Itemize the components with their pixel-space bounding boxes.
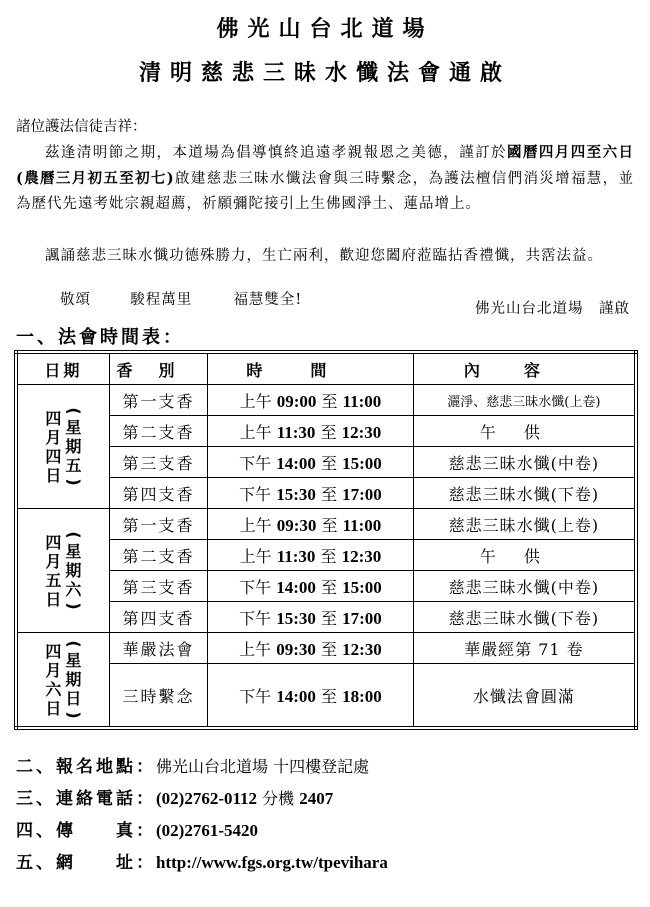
time-end: 11:00 xyxy=(342,515,382,535)
content-cell: 慈悲三昧水懺(下卷) xyxy=(413,602,636,633)
time-cell xyxy=(208,447,414,478)
table-row xyxy=(16,478,636,509)
session-cell: 第四支香 xyxy=(109,478,207,509)
time-start: 11:30 xyxy=(276,546,316,566)
time-end: 11:00 xyxy=(342,391,382,411)
time-end: 17:00 xyxy=(342,608,382,628)
time-cell xyxy=(208,385,414,416)
day-date-char: 日 xyxy=(45,465,62,485)
day-weekday-char: 星 xyxy=(65,418,82,437)
time-start: 15:30 xyxy=(276,608,316,628)
time-ampm: 下午 xyxy=(239,453,272,473)
website-line xyxy=(16,848,388,873)
phone-label: 三、連絡電話： xyxy=(16,789,156,809)
header-content: 內容 xyxy=(413,352,636,385)
day-weekday-char: 星 xyxy=(65,651,82,670)
fax-value: (02)2761-5420 xyxy=(156,821,258,840)
closing-wish-2: 福慧雙全! xyxy=(233,291,303,308)
day-weekday-char: 五 xyxy=(65,456,82,475)
day-weekday-char: 日 xyxy=(65,689,82,708)
time-to: 至 xyxy=(320,453,337,473)
close-paren: ) xyxy=(64,602,84,610)
session-cell: 第四支香 xyxy=(109,602,207,633)
website-link[interactable]: http://www.fgs.org.tw/tpevihara xyxy=(156,853,388,872)
registration-line xyxy=(16,752,369,777)
letter-paragraph-1 xyxy=(16,140,634,217)
day-date-char: 月 xyxy=(45,551,62,571)
letter-paragraph-1-end: 啟建慈悲三昧水懺法會與三時繫念，為護法檀信們消災增福慧，並為歷代先遠考妣宗親超薦，祈願彌陀接引上生佛國淨土、蓮品增上。 xyxy=(16,170,634,212)
time-end: 12:30 xyxy=(341,422,382,442)
table-row xyxy=(16,633,636,664)
day-date-char: 五 xyxy=(45,570,62,590)
session-cell: 第一支香 xyxy=(109,509,207,540)
day-date-char: 四 xyxy=(45,408,62,428)
day-date-char: 月 xyxy=(45,660,62,680)
time-start: 14:00 xyxy=(276,686,316,706)
table-row xyxy=(16,571,636,602)
time-ampm: 下午 xyxy=(239,686,272,706)
time-to: 至 xyxy=(320,686,337,706)
time-to: 至 xyxy=(320,484,337,504)
content-cell: 慈悲三昧水懺(上卷) xyxy=(413,509,636,540)
day-date-char: 六 xyxy=(45,679,62,699)
page-subtitle: 清明慈悲三昧水懺法會通啟 xyxy=(138,61,511,86)
time-start: 09:30 xyxy=(276,639,316,659)
day-weekday-char: 期 xyxy=(65,670,82,689)
time-start: 14:00 xyxy=(276,577,316,597)
event-dates: 國曆四月四至六日(農曆三月初五至初七) xyxy=(16,143,634,187)
fax-line xyxy=(16,816,258,841)
day-weekday-char: 六 xyxy=(65,580,82,599)
day-date-char: 四 xyxy=(45,641,62,661)
time-cell xyxy=(208,540,414,571)
content-cell: 慈悲三昧水懺(中卷) xyxy=(413,447,636,478)
schedule-table xyxy=(14,350,638,730)
day-date-char: 月 xyxy=(45,427,62,447)
time-to: 至 xyxy=(320,546,337,566)
session-cell: 第三支香 xyxy=(109,571,207,602)
time-ampm: 上午 xyxy=(239,422,272,442)
time-ampm: 上午 xyxy=(239,639,272,659)
content-cell: 灑淨、慈悲三昧水懺(上卷) xyxy=(413,385,636,416)
time-ampm: 下午 xyxy=(239,484,272,504)
day-weekday-char: 期 xyxy=(65,561,82,580)
time-end: 15:00 xyxy=(342,577,382,597)
session-cell: 第一支香 xyxy=(109,385,207,416)
time-ampm: 上午 xyxy=(239,391,272,411)
open-paren: ( xyxy=(64,531,84,539)
time-to: 至 xyxy=(320,639,337,659)
day-weekday-char: 期 xyxy=(65,437,82,456)
fax-label: 四、傳 真： xyxy=(16,821,156,841)
letter-greeting: 諸位護法信徒吉祥： xyxy=(16,118,147,135)
time-cell xyxy=(208,416,414,447)
time-ampm: 上午 xyxy=(239,546,272,566)
close-paren: ) xyxy=(64,711,84,719)
phone-line xyxy=(16,784,333,809)
registration-value: 佛光山台北道場 十四樓登記處 xyxy=(156,757,370,776)
phone-ext: 2407 xyxy=(299,789,334,808)
open-paren: ( xyxy=(64,640,84,648)
time-end: 12:30 xyxy=(341,546,382,566)
day-date-char: 四 xyxy=(45,446,62,466)
time-cell xyxy=(208,509,414,540)
close-paren: ) xyxy=(64,478,84,486)
time-cell xyxy=(208,602,414,633)
session-cell: 第三支香 xyxy=(109,447,207,478)
time-to: 至 xyxy=(321,391,338,411)
open-paren: ( xyxy=(64,407,84,415)
header-date: 日期 xyxy=(16,352,109,385)
time-to: 至 xyxy=(320,577,337,597)
closing-respect: 敬頌 xyxy=(60,291,91,308)
schedule-body xyxy=(16,385,636,729)
header-session: 香別 xyxy=(109,352,207,385)
time-ampm: 下午 xyxy=(239,608,272,628)
content-cell: 華嚴經第 71 卷 xyxy=(413,633,636,664)
table-row xyxy=(16,416,636,447)
time-to: 至 xyxy=(321,515,338,535)
time-cell xyxy=(208,633,414,664)
page-title: 佛光山台北道場 xyxy=(216,17,434,42)
day-cell xyxy=(16,509,109,633)
table-row xyxy=(16,664,636,729)
time-start: 14:00 xyxy=(276,453,316,473)
time-ampm: 上午 xyxy=(239,515,272,535)
phone-ext-label: 分機 xyxy=(262,789,295,808)
time-to: 至 xyxy=(320,608,337,628)
time-end: 17:00 xyxy=(342,484,382,504)
website-label: 五、網 址： xyxy=(16,853,156,873)
day-cell xyxy=(16,385,109,509)
closing-wish-1: 駿程萬里 xyxy=(130,291,193,308)
time-end: 15:00 xyxy=(342,453,382,473)
content-cell: 慈悲三昧水懺(下卷) xyxy=(413,478,636,509)
letter-paragraph-1-start: 茲逢清明節之期，本道場為倡導慎終追遠孝親報恩之美德，謹訂於 xyxy=(45,144,507,161)
time-cell xyxy=(208,664,414,729)
letter-paragraph-2: 諷誦慈悲三昧水懺功德殊勝力，生亡兩利，歡迎您闔府蒞臨拈香禮懺，共霑法益。 xyxy=(45,247,603,264)
letter-signature: 佛光山台北道場 謹啟 xyxy=(475,301,630,317)
content-cell: 水懺法會圓滿 xyxy=(413,664,636,729)
time-start: 11:30 xyxy=(276,422,316,442)
time-start: 09:00 xyxy=(276,391,317,411)
time-cell xyxy=(208,571,414,602)
table-row xyxy=(16,602,636,633)
table-header-row xyxy=(16,352,636,385)
day-date-char: 日 xyxy=(45,589,62,609)
day-date-char: 四 xyxy=(45,532,62,552)
content-cell: 慈悲三昧水懺(中卷) xyxy=(413,571,636,602)
day-date-char: 日 xyxy=(45,698,62,718)
table-row xyxy=(16,447,636,478)
time-cell xyxy=(208,478,414,509)
time-start: 15:30 xyxy=(276,484,316,504)
time-to: 至 xyxy=(320,422,337,442)
time-ampm: 下午 xyxy=(239,577,272,597)
phone-value: (02)2762-0112 xyxy=(156,789,258,808)
session-cell: 第二支香 xyxy=(109,416,207,447)
session-cell: 三時繫念 xyxy=(109,664,207,729)
session-cell: 第二支香 xyxy=(109,540,207,571)
day-weekday-char: 星 xyxy=(65,542,82,561)
time-end: 12:30 xyxy=(342,639,382,659)
table-row xyxy=(16,540,636,571)
registration-label: 二、報名地點： xyxy=(16,757,156,777)
content-cell: 午供 xyxy=(413,416,636,447)
table-row xyxy=(16,385,636,416)
session-cell: 華嚴法會 xyxy=(109,633,207,664)
content-cell: 午供 xyxy=(413,540,636,571)
time-end: 18:00 xyxy=(342,686,382,706)
time-start: 09:30 xyxy=(276,515,317,535)
table-row xyxy=(16,509,636,540)
day-cell xyxy=(16,633,109,729)
header-time: 時間 xyxy=(208,352,414,385)
schedule-section-title: 一、法會時間表： xyxy=(16,327,184,348)
